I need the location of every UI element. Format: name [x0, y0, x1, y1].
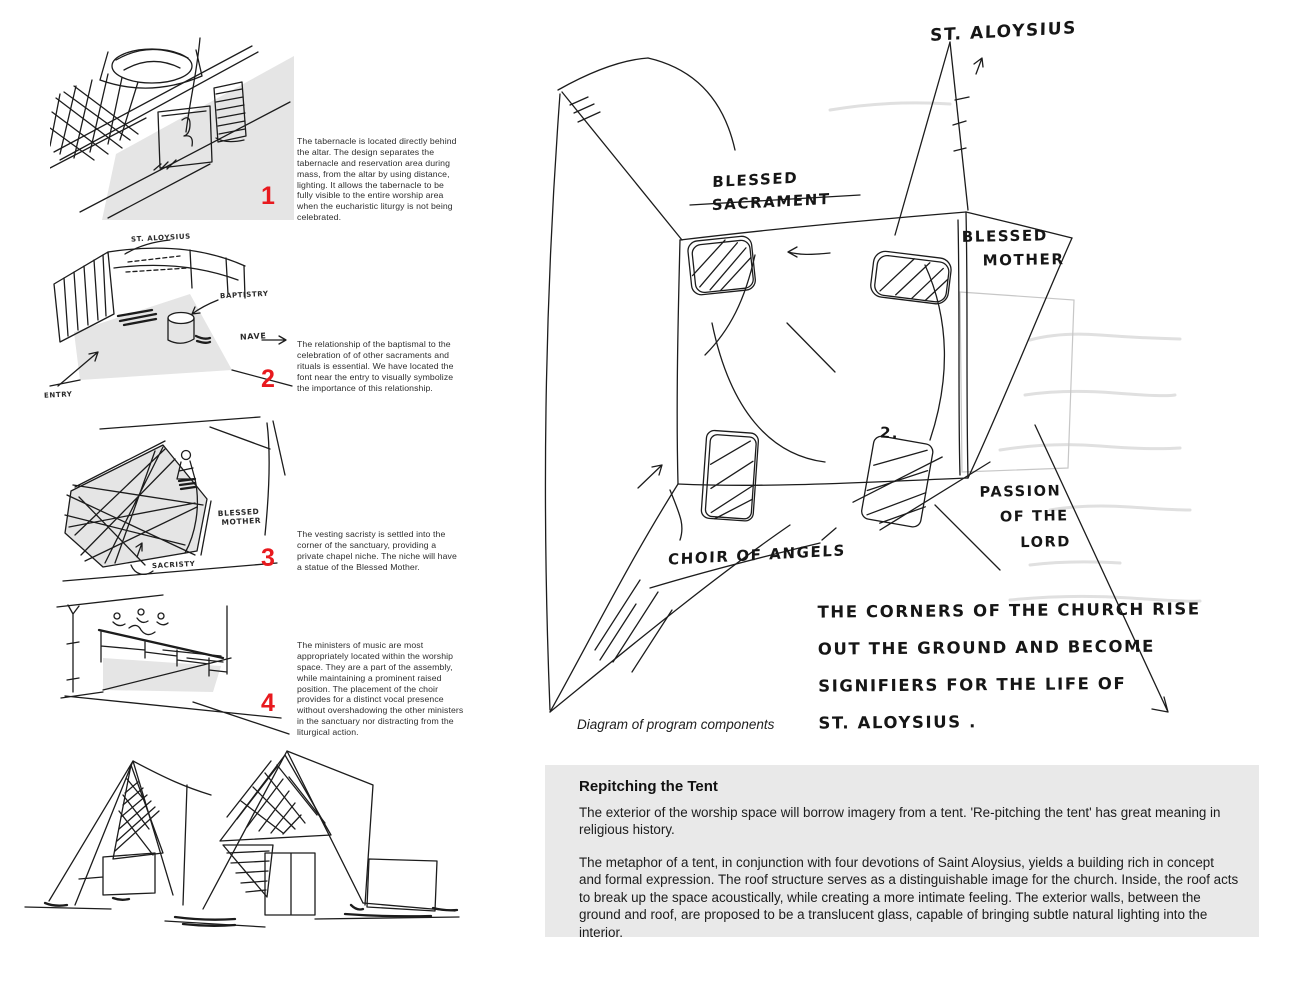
diagram-label-blessed-mother: BLESSED MOTHER — [961, 226, 1065, 270]
item-number-4: 4 — [261, 689, 275, 717]
item-text-4: The ministers of music are most appropriately located within the worship space. They are a part of the assembly, while maintaining a prominent raised position. The placement of the choir provides for a distinct vocal presence without overshadowing the other ministers in the sanctuary nor distracting from the liturgical action. — [297, 640, 464, 737]
item-number-1: 1 — [261, 182, 275, 210]
repitching-title: Repitching the Tent — [579, 778, 718, 795]
sketch-choir — [45, 600, 295, 740]
diagram-label-choir-of-angels: CHOIR OF ANGELS — [667, 541, 847, 569]
sketch2-label-entry: ENTRY — [43, 390, 73, 400]
repitching-paragraph-1: The exterior of the worship space will borrow imagery from a tent. 'Re-pitching the tent' has great meaning in religious history. — [579, 805, 1221, 838]
sketch2-label-st-aloysius: ST. ALOYSIUS — [130, 232, 191, 244]
sketch-tabernacle — [50, 36, 295, 224]
diagram-caption: Diagram of program components — [577, 717, 775, 732]
sketch2-label-nave: NAVE — [239, 331, 267, 342]
repitching-panel — [545, 765, 1259, 940]
item-text-1: The tabernacle is located directly behind the altar. The design separates the tabernacle and reservation area during mass, from the altar by using distance, lighting. It allows the tabernacle to be fully visible to the entire worship area when the eucharistic liturgy is not being celebrated. — [297, 136, 457, 223]
diagram-label-blessed-sacrament: BLESSED SACRAMENT — [711, 168, 831, 214]
item-text-2: The relationship of the baptismal to the celebration of of other sacraments and rituals is essential. We have located the font near the entry to visually symbolize the importance of this relationship. — [297, 339, 454, 393]
sketch3-label-blessed-mother: BLESSED MOTHER — [217, 506, 262, 528]
repitching-paragraph-2: The metaphor of a tent, in conjunction with four devotions of Saint Aloysius, yields a building rich in concept and formal expression. The roof structure serves as a distinguishable image for the church. Inside, the roof acts to break up the space acoustically, while creating a more intimate feeling. The exterior walls, between the ground and roof, are proposed to be a translucent glass, capable of bringing subtle natural lighting into the interior. — [579, 854, 1239, 940]
diagram-label-st-aloysius: ST. ALOYSIUS — [929, 18, 1078, 46]
sketch-baptistry — [40, 228, 295, 418]
sketch-tent-elevation — [15, 745, 460, 970]
diagram-label-passion-of-the-lord: PASSION OF THE LORD — [979, 483, 1072, 552]
sketch3-label-sacristy: SACRISTY — [151, 559, 196, 571]
item-text-3: The vesting sacristy is settled into the corner of the sanctuary, providing a private chapel niche. The niche will have a statue of the Blessed Mother. — [297, 529, 457, 572]
diagram-note: THE CORNERS OF THE CHURCH RISE OUT THE GROUND AND BECOME SIGNIFIERS FOR THE LIFE OF ST. ALOYSIUS . — [817, 599, 1201, 734]
item-number-2: 2 — [261, 365, 275, 393]
sketch2-label-baptistry: BAPTISTRY — [219, 289, 269, 301]
item-number-3: 3 — [261, 544, 275, 572]
diagram-label-corner-mark: 2. — [879, 423, 900, 443]
